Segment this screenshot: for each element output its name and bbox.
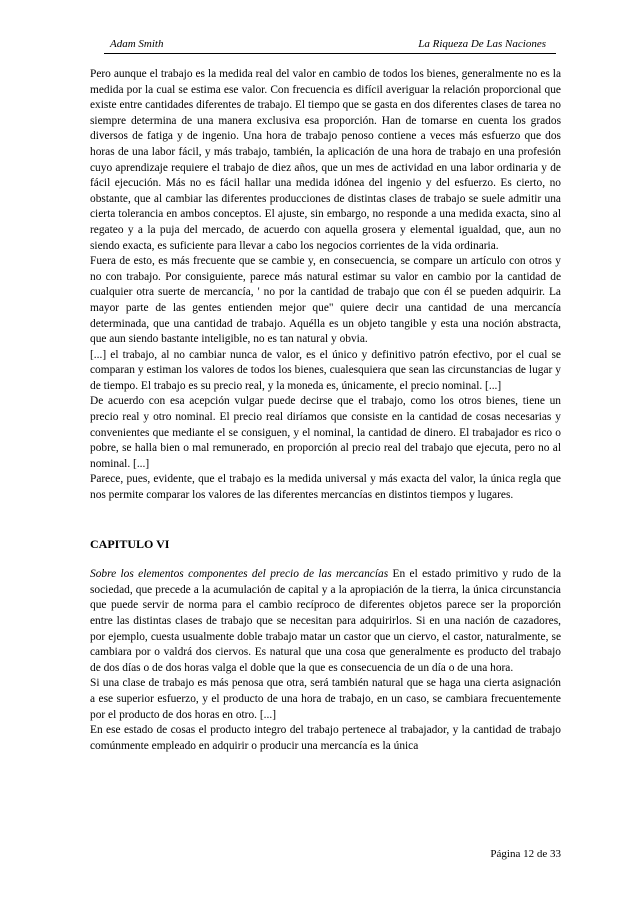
paragraph-text: En el estado primitivo y rudo de la sociedad, que precede a la acumulación de capital y a la apropiación de la tierra, la única circunstancia que puede servir de norma para el cambio recíproco de diferentes objetos parece ser la proporción entre las distintas clases de trabajo que se necesitan para adquirirlos. Si en una nación de cazadores, por ejemplo, cuesta usualmente doble trabajo matar un castor que un ciervo, el castor, naturalmente, se cambiara por o valdrá dos ciervos. Es natural que una cosa que generalmente es producto del trabajo de dos días o de dos horas valga el doble que la que es consecuencia de un día o de una hora.: [90, 568, 561, 674]
header-author: Adam Smith: [110, 38, 164, 50]
chapter-subtitle: Sobre los elementos componentes del precio de las mercancías: [90, 568, 393, 581]
header-book-title: La Riqueza De Las Naciones: [418, 38, 546, 50]
paragraph: En ese estado de cosas el producto integro del trabajo pertenece al trabajador, y la cantidad de trabajo comúnmente empleado en adquirir o producir una mercancía es la única: [90, 724, 561, 752]
section-gap: [90, 504, 561, 537]
paragraph: [...] el trabajo, al no cambiar nunca de valor, es el único y definitivo patrón efectivo, por el cual se comparan y estiman los valores de todos los bienes, cualesquiera que sean las circunstancias de lugar y de tiempo. El trabajo es su precio real, y la moneda es, únicamente, el precio nominal. [...]: [90, 348, 561, 392]
paragraph: [90, 567, 561, 676]
page-body: [90, 67, 561, 754]
paragraph: De acuerdo con esa acepción vulgar puede decirse que el trabajo, como los otros bienes, tiene un precio real y otro nominal. El precio real diríamos que consiste en la cantidad de cosas necesarias y convenientes que mediante el se consiguen, y el nominal, la cantidad de dinero. El trabajador es rico o pobre, se halla bien o mal remunerado, en proporción al precio real del trabajo que ejecuta, pero no al nominal. [...]: [90, 395, 561, 470]
paragraph: Pero aunque el trabajo es la medida real del valor en cambio de todos los bienes, generalmente no es la medida por la cual se estima ese valor. Con frecuencia es difícil averiguar la relación proporcional que existe entre cantidades diferentes de trabajo. El tiempo que se gasta en dos diferentes clases de tarea no siempre determina de una manera exclusiva esa proporción. Han de tomarse en cuenta los grados diversos de fatiga y de ingenio. Una hora de trabajo penoso contiene a veces más esfuerzo que dos horas de una labor fácil, y más trabajo, también, la aplicación de una hora de trabajo en una profesión cuyo aprendizaje requiere el trabajo de diez años, que un mes de actividad en una labor ordinaria y de fácil ejecución. Más no es fácil hallar una medida idónea del ingenio y del esfuerzo. Es cierto, no obstante, que al cambiar las diferentes producciones de distintas clases de trabajo se suele admitir una cierta tolerancia en ambos conceptos. El ajuste, sin embargo, no responde a una medida exacta, sino al regateo y a la puja del mercado, de acuerdo con aquella grosera y elemental igualdad, que, aun no siendo exacta, es suficiente para llevar a cabo los negocios corrientes de la vida ordinaria.: [90, 68, 561, 252]
running-header: [104, 37, 556, 54]
page-number: Página 12 de 33: [490, 848, 561, 860]
chapter-heading: CAPITULO VI: [90, 536, 170, 551]
paragraph: Fuera de esto, es más frecuente que se cambie y, en consecuencia, se compare un artículo con otros y no con trabajo. Por consiguiente, parece más natural estimar su valor en cambio por la cantidad de cualquier otra suerte de mercancía, ' no por la cantidad de trabajo que con él se pueden adquirir. La mayor parte de las gentes entienden mejor que" quiere decir una cantidad de una mercancía determinada, que una cantidad de trabajo. Aquélla es un objeto tangible y esta una noción abstracta, que aun siendo bastante inteligible, no es tan natural y obvia.: [90, 255, 561, 346]
section-gap: [90, 552, 561, 567]
paragraph: Parece, pues, evidente, que el trabajo es la medida universal y más exacta del valor, la única regla que nos permite comparar los valores de las diferentes mercancías en distintos tiempos y lugares.: [90, 473, 561, 502]
paragraph: Si una clase de trabajo es más penosa que otra, será también natural que se haga una cierta asignación a ese superior esfuerzo, y el producto de una hora de trabajo, en un caso, se cambiara frecuentemente por el producto de dos horas en otro. [...]: [90, 677, 561, 721]
